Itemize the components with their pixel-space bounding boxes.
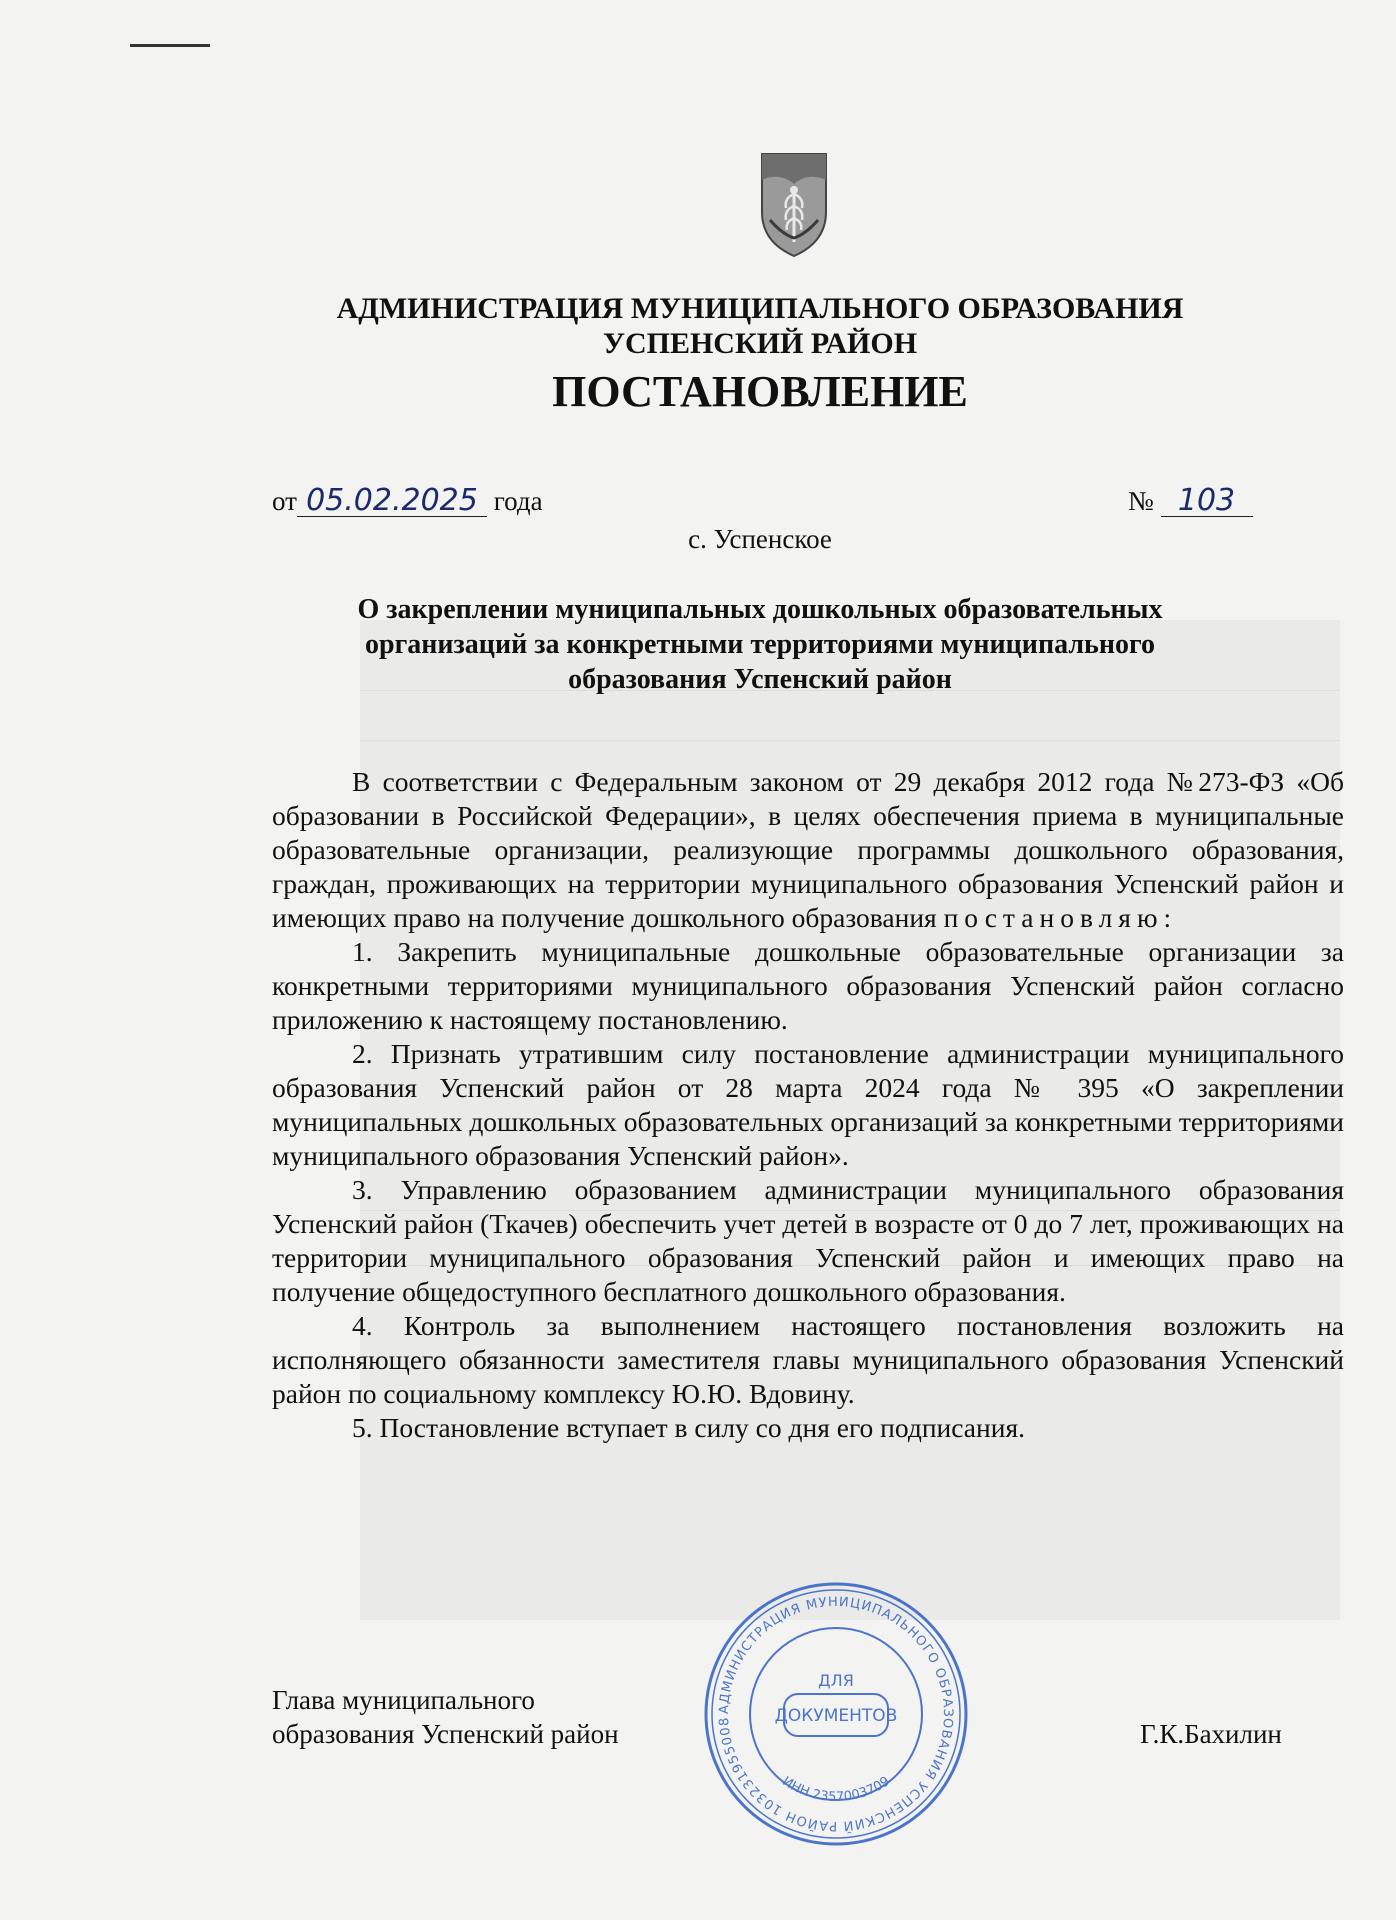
signatory-position-line2: образования Успенский район: [272, 1719, 619, 1749]
document-body: [272, 765, 1344, 1445]
number-handwritten: 103: [1161, 486, 1253, 517]
seal-center-line2: ДОКУМЕНТОВ: [774, 1706, 898, 1726]
clause-1: 1. Закрепить муниципальные дошкольные образовательные организации за конкретными территориями муниципального образования Успенский район согласно приложению к настоящему постановлению.: [272, 936, 1344, 1035]
number-row: [1128, 483, 1253, 518]
seal-ring-text: АДМИНИСТРАЦИЯ МУНИЦИПАЛЬНОГО ОБРАЗОВАНИЯ УСПЕНСКИЙ РАЙОН 103231955008: [716, 1594, 956, 1834]
signatory-position: [272, 1683, 619, 1751]
seal-inn-text: ИНН 2357003709: [779, 1774, 893, 1806]
org-name-line1: АДМИНИСТРАЦИЯ МУНИЦИПАЛЬНОГО ОБРАЗОВАНИЯ: [336, 292, 1184, 325]
document-subject: О закреплении муниципальных дошкольных образовательных организаций за конкретными территориями муниципального образования Успенский район: [357, 594, 1163, 695]
signatory-position-line1: Глава муниципального: [272, 1685, 535, 1715]
resolve-word: постановляю:: [943, 902, 1178, 933]
org-name-line2: УСПЕНСКИЙ РАЙОН: [602, 327, 918, 360]
seal-center-line1: ДЛЯ: [818, 1671, 854, 1690]
intro-paragraph: [272, 765, 1344, 935]
signatory-name: Г.К.Бахилин: [1140, 1719, 1282, 1749]
date-row: [272, 483, 543, 518]
clause-5: 5. Постановление вступает в силу со дня его подписания.: [352, 1412, 1025, 1443]
date-prefix: от: [272, 486, 297, 516]
official-seal-stamp: [700, 1578, 972, 1850]
number-prefix: №: [1128, 486, 1154, 516]
clause-4: 4. Контроль за выполнением настоящего постановления возложить на исполняющего обязанности заместителя главы муниципального образования Успенский район по социальному комплексу Ю.Ю. Вдовину.: [272, 1310, 1344, 1409]
scan-mark: [130, 44, 210, 47]
coat-of-arms-emblem: [758, 150, 830, 260]
place-name: с. Успенское: [688, 524, 832, 554]
clause-2: 2. Признать утратившим силу постановление администрации муниципального образования Успенский район от 28 марта 2024 года № 395 «О закреплении муниципальных дошкольных образовательных организаций за конкретными территориями муниципального образования Успенский район».: [272, 1038, 1344, 1171]
document-type-title: ПОСТАНОВЛЕНИЕ: [552, 367, 968, 416]
svg-text:ИНН 2357003709: [779, 1774, 892, 1805]
bleed-through-line: [360, 740, 1340, 741]
date-suffix: года: [493, 486, 543, 516]
intro-text: В соответствии с Федеральным законом от 29 декабря 2012 года №273-ФЗ «Об образовании в Российской Федерации», в целях обеспечения приема в муниципальные образовательные организации, реализующие программы дошкольного образования, граждан, проживающих на территории муниципального образования Успенский район и имеющих право на получение дошкольного образования: [272, 766, 1344, 933]
date-handwritten: 05.02.2025: [297, 486, 487, 517]
clause-3: 3. Управлению образованием администрации муниципального образования Успенский район (Ткачев) обеспечить учет детей в возрасте от 0 до 7 лет, проживающих на территории муниципального образования Успенский район и имеющих право на получение общедоступного бесплатного дошкольного образования.: [272, 1174, 1344, 1307]
